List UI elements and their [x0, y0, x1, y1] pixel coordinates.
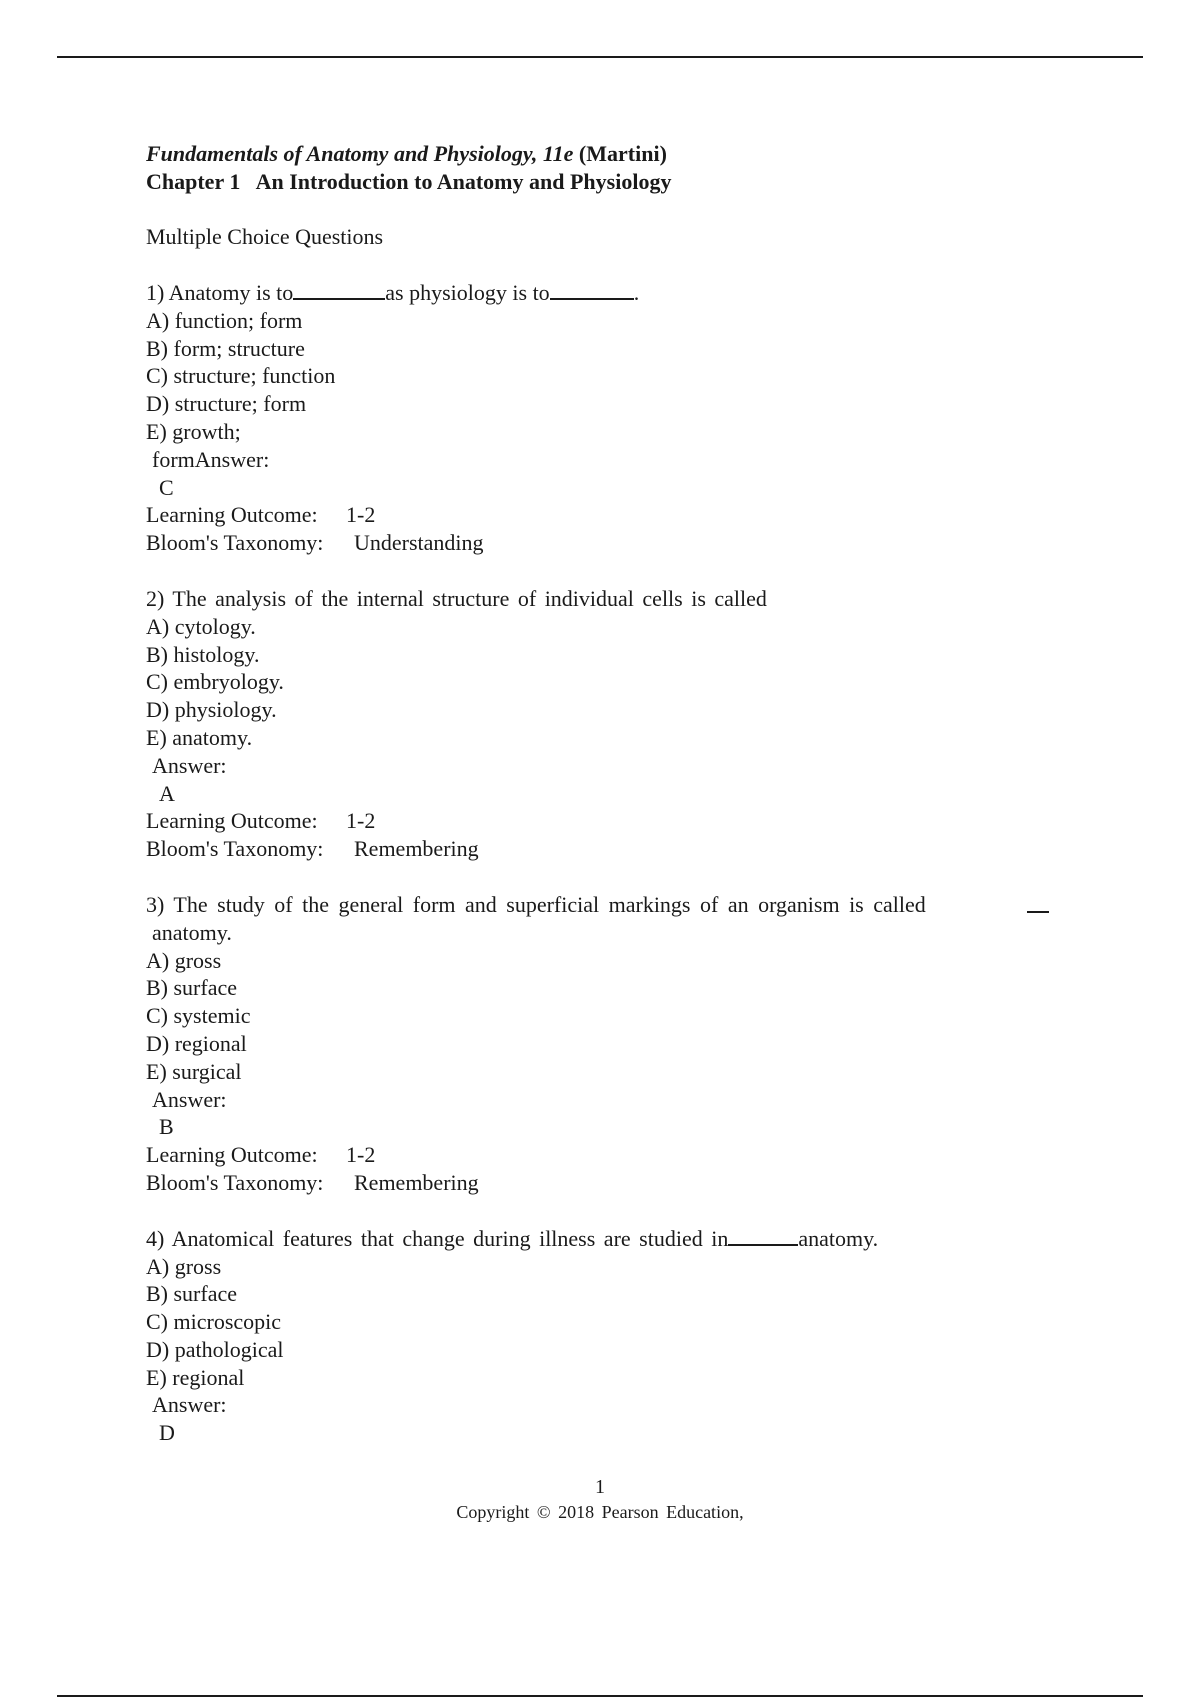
- top-rule: [57, 56, 1143, 58]
- option-b: B) surface: [146, 1281, 238, 1307]
- blooms-value: Remembering: [354, 836, 479, 862]
- option-a: A) gross: [146, 1253, 222, 1279]
- question-2: [146, 585, 1066, 863]
- book-title-line: [146, 140, 1066, 168]
- answer-label: Answer:: [152, 752, 227, 778]
- learning-outcome-value: 1-2: [346, 808, 376, 834]
- option-b: B) surface: [146, 975, 238, 1001]
- learning-outcome-label: Learning Outcome:: [146, 808, 318, 834]
- option-a: A) function; form: [146, 307, 303, 333]
- blooms-label: Bloom's Taxonomy:: [146, 530, 324, 556]
- stem-part: 4) Anatomical features that change during illness are studied in: [146, 1225, 729, 1251]
- option-e: E) anatomy.: [146, 724, 253, 750]
- learning-outcome-label: Learning Outcome:: [146, 502, 318, 528]
- learning-outcome-label: Learning Outcome:: [146, 1142, 318, 1168]
- blooms-label: Bloom's Taxonomy:: [146, 1169, 324, 1195]
- option-d: D) physiology.: [146, 697, 277, 723]
- learning-outcome: [146, 1141, 1066, 1169]
- book-author: (Martini): [578, 141, 667, 166]
- learning-outcome: [146, 501, 1066, 529]
- answer-value: A: [159, 780, 175, 806]
- section-label: Multiple Choice Questions: [146, 224, 384, 249]
- question-stem: [146, 891, 1066, 919]
- stem-part: as physiology is to: [385, 280, 550, 305]
- blooms-label: Bloom's Taxonomy:: [146, 836, 324, 862]
- learning-outcome: [146, 807, 1066, 835]
- answer-label: Answer:: [152, 1392, 227, 1418]
- page-number: 1: [595, 1476, 605, 1498]
- learning-outcome-value: 1-2: [346, 502, 376, 528]
- learning-outcome-value: 1-2: [346, 1142, 376, 1168]
- option-e: E) growth;: [146, 418, 241, 444]
- question-stem: [146, 1225, 1066, 1253]
- blooms-value: Remembering: [354, 1169, 479, 1195]
- option-c: C) structure; function: [146, 363, 336, 389]
- option-c: C) embryology.: [146, 669, 284, 695]
- option-e: E) surgical: [146, 1058, 242, 1084]
- option-d: D) structure; form: [146, 391, 307, 417]
- answer-value: C: [159, 474, 174, 500]
- book-title: Fundamentals of Anatomy and Physiology, 11e: [146, 141, 574, 166]
- question-stem: [146, 279, 1066, 307]
- stem-part: 1) Anatomy is to: [146, 280, 294, 305]
- stem-part: 3) The study of the general form and superficial markings of an organism is called: [146, 891, 926, 917]
- chapter-title: Chapter 1 An Introduction to Anatomy and Physiology: [146, 169, 672, 194]
- answer-value: B: [159, 1114, 174, 1140]
- blooms-value: Understanding: [354, 530, 484, 556]
- option-a: A) cytology.: [146, 613, 256, 639]
- option-e: E) regional: [146, 1364, 245, 1390]
- answer-value: D: [159, 1420, 175, 1446]
- blooms-taxonomy: [146, 835, 1066, 863]
- option-e-continued: form: [152, 446, 195, 472]
- option-d: D) pathological: [146, 1336, 284, 1362]
- option-c: C) microscopic: [146, 1309, 282, 1335]
- bottom-rule: [57, 1695, 1143, 1697]
- copyright-notice: Copyright © 2018 Pearson Education,: [456, 1502, 744, 1522]
- document-body: [146, 140, 1066, 1447]
- answer-label: Answer:: [152, 1086, 227, 1112]
- option-c: C) systemic: [146, 1003, 251, 1029]
- question-stem-continued: anatomy.: [152, 919, 232, 945]
- stem-part: anatomy.: [798, 1225, 879, 1251]
- answer-blank: [550, 280, 634, 300]
- answer-blank: [293, 280, 385, 300]
- option-d: D) regional: [146, 1030, 247, 1056]
- stem-part: .: [633, 280, 640, 305]
- answer-blank: [728, 1226, 798, 1246]
- question-1: [146, 279, 1066, 557]
- answer-label: Answer:: [194, 446, 270, 472]
- option-b: B) histology.: [146, 641, 260, 667]
- question-4: [146, 1225, 1066, 1447]
- answer-label-line: [146, 446, 1066, 474]
- option-a: A) gross: [146, 947, 222, 973]
- question-3: [146, 891, 1066, 1197]
- option-b: B) form; structure: [146, 335, 305, 361]
- blooms-taxonomy: [146, 1169, 1066, 1197]
- question-stem: 2) The analysis of the internal structure of individual cells is called: [146, 585, 767, 611]
- answer-blank: [1027, 911, 1049, 913]
- blooms-taxonomy: [146, 529, 1066, 557]
